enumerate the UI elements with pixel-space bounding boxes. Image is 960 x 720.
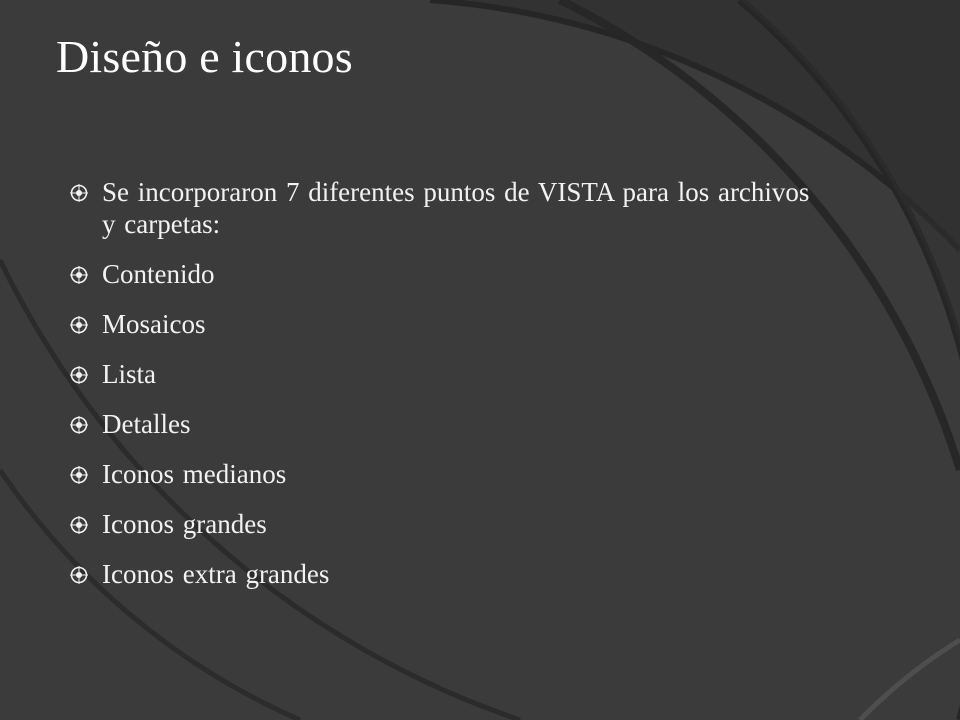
target-bullet-icon <box>70 466 88 484</box>
list-item <box>70 558 810 590</box>
target-bullet-icon <box>70 366 88 384</box>
target-bullet-icon <box>70 516 88 534</box>
target-bullet-icon <box>70 416 88 434</box>
target-bullet-icon <box>70 566 88 584</box>
slide-title: Diseño e iconos <box>56 31 353 82</box>
target-bullet-icon <box>70 184 88 202</box>
list-item <box>70 258 810 290</box>
bullet-text: Iconos medianos <box>102 459 287 489</box>
bullet-text: Contenido <box>102 259 215 289</box>
bullet-text: Lista <box>102 359 156 389</box>
bullet-text: Iconos grandes <box>102 509 267 539</box>
bullet-text: Iconos extra grandes <box>102 559 330 589</box>
bullet-text: Detalles <box>102 409 191 439</box>
list-item <box>70 358 810 390</box>
list-item <box>70 458 810 490</box>
bullet-text: Se incorporaron 7 diferentes puntos de VISTA para los archivos y carpetas: <box>102 177 810 239</box>
list-item <box>70 508 810 540</box>
list-item <box>70 176 810 240</box>
bullet-text: Mosaicos <box>102 309 206 339</box>
target-bullet-icon <box>70 266 88 284</box>
bullet-list <box>70 176 810 608</box>
list-item <box>70 308 810 340</box>
list-item <box>70 408 810 440</box>
target-bullet-icon <box>70 316 88 334</box>
